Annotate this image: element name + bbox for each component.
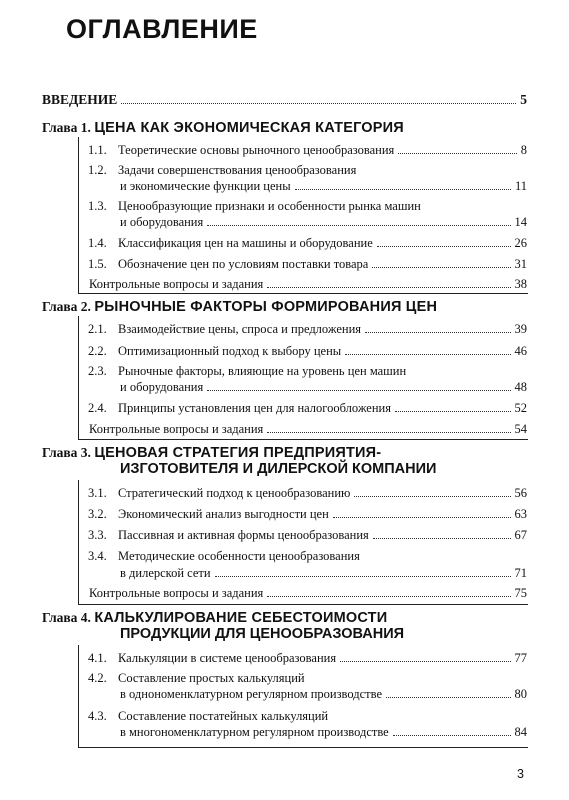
dot-leader xyxy=(365,332,510,333)
page-number: 3 xyxy=(517,767,524,781)
section-title: Ценообразующие признаки и особенности рынка машин xyxy=(118,199,421,213)
toc-entry-1-2-line1 xyxy=(88,163,356,178)
entry-page: 8 xyxy=(520,143,527,157)
toc-entry-4-1 xyxy=(88,651,527,666)
entry-page: 67 xyxy=(514,528,527,542)
chapter-title: КАЛЬКУЛИРОВАНИЕ СЕБЕСТОИМОСТИ xyxy=(94,610,388,626)
entry-page: 63 xyxy=(514,507,527,521)
toc-entry-1-4 xyxy=(88,236,527,251)
entry-page: 52 xyxy=(514,401,527,415)
section-title: Пассивная и активная формы ценообразования xyxy=(118,528,369,542)
chapter-heading-4 xyxy=(42,609,405,642)
section-title: Оптимизационный подход к выбору цены xyxy=(118,344,342,358)
entry-page: 46 xyxy=(514,344,527,358)
entry-page: 80 xyxy=(514,687,527,701)
dot-leader xyxy=(398,153,516,154)
section-title: Стратегический подход к ценообразованию xyxy=(118,486,351,500)
section-number: 3.4. xyxy=(88,549,107,563)
section-number: 4.3. xyxy=(88,709,107,723)
toc-entry-1-3-line2 xyxy=(120,215,527,230)
dot-leader xyxy=(267,287,510,288)
dot-leader xyxy=(295,189,511,190)
section-number: 2.2. xyxy=(88,344,107,358)
toc-entry-3-2 xyxy=(88,507,527,522)
section-title: Классификация цен на машины и оборудование xyxy=(118,236,373,250)
toc-entry-1-5 xyxy=(88,257,527,272)
entry-page: 71 xyxy=(514,566,527,580)
chapter-label: Глава 1. xyxy=(42,120,91,135)
page-title: ОГЛАВЛЕНИЕ xyxy=(66,14,258,44)
section-number: 4.1. xyxy=(88,651,107,665)
section-title-cont: в однономенклатурном регулярном производстве xyxy=(120,687,383,701)
toc-entry-3-4-line1 xyxy=(88,549,360,564)
toc-entry-2-4 xyxy=(88,401,527,416)
entry-title: ВВЕДЕНИЕ xyxy=(42,92,118,107)
section-title-cont: в многономенклатурном регулярном производстве xyxy=(120,725,389,739)
toc-entry-1-control xyxy=(89,277,527,292)
section-title-cont: и оборудования xyxy=(120,380,204,394)
dot-leader xyxy=(345,354,510,355)
entry-page: 31 xyxy=(514,257,527,271)
section-title: Теоретические основы рыночного ценообразования xyxy=(118,143,395,157)
toc-entry-4-3-line1 xyxy=(88,709,328,724)
entry-page: 39 xyxy=(514,322,527,336)
toc-entry-2-1 xyxy=(88,322,527,337)
section-title: Составление постатейных калькуляций xyxy=(118,709,329,723)
dot-leader xyxy=(333,517,511,518)
chapter-label: Глава 4. xyxy=(42,610,91,625)
section-title: Рыночные факторы, влияющие на уровень цен машин xyxy=(118,364,407,378)
control-questions: Контрольные вопросы и задания xyxy=(89,586,264,600)
dot-leader xyxy=(267,432,510,433)
chapter-heading-2 xyxy=(42,298,437,316)
section-title: Экономический анализ выгодности цен xyxy=(118,507,329,521)
dot-leader xyxy=(393,735,511,736)
chapter-heading-3 xyxy=(42,444,437,477)
chapter-title-cont: ИЗГОТОВИТЕЛЯ И ДИЛЕРСКОЙ КОМПАНИИ xyxy=(120,461,437,477)
section-number: 2.4. xyxy=(88,401,107,415)
dot-leader xyxy=(207,225,510,226)
dot-leader xyxy=(373,538,511,539)
section-title: Задачи совершенствования ценообразования xyxy=(118,163,357,177)
toc-entry-2-3-line1 xyxy=(88,364,406,379)
toc-entry-3-1 xyxy=(88,486,527,501)
toc-entry-intro xyxy=(42,92,527,107)
entry-page: 26 xyxy=(514,236,527,250)
chapter-title: ЦЕНА КАК ЭКОНОМИЧЕСКАЯ КАТЕГОРИЯ xyxy=(94,120,404,136)
chapter-label: Глава 2. xyxy=(42,299,91,314)
dot-leader xyxy=(207,390,510,391)
dot-leader xyxy=(354,496,510,497)
section-number: 4.2. xyxy=(88,671,107,685)
chapter-title-cont: ПРОДУКЦИИ ДЛЯ ЦЕНООБРАЗОВАНИЯ xyxy=(120,626,405,642)
dot-leader xyxy=(340,661,510,662)
entry-page: 5 xyxy=(520,92,527,107)
entry-page: 77 xyxy=(514,651,527,665)
chapter-title: РЫНОЧНЫЕ ФАКТОРЫ ФОРМИРОВАНИЯ ЦЕН xyxy=(94,299,438,315)
section-number: 1.2. xyxy=(88,163,107,177)
toc-entry-3-3 xyxy=(88,528,527,543)
section-title: Калькуляции в системе ценообразования xyxy=(118,651,337,665)
toc-entry-4-3-line2 xyxy=(120,725,527,740)
chapter-title: ЦЕНОВАЯ СТРАТЕГИЯ ПРЕДПРИЯТИЯ- xyxy=(94,445,382,461)
control-questions: Контрольные вопросы и задания xyxy=(89,422,264,436)
section-number: 1.5. xyxy=(88,257,107,271)
control-questions: Контрольные вопросы и задания xyxy=(89,277,264,291)
dot-leader xyxy=(377,246,511,247)
entry-page: 48 xyxy=(514,380,527,394)
section-number: 2.1. xyxy=(88,322,107,336)
toc-entry-4-2-line1 xyxy=(88,671,305,686)
section-title: Методические особенности ценообразования xyxy=(118,549,360,563)
dot-leader xyxy=(215,576,511,577)
chapter-label: Глава 3. xyxy=(42,445,91,460)
section-title-cont: и оборудования xyxy=(120,215,204,229)
entry-page: 54 xyxy=(514,422,527,436)
dot-leader xyxy=(395,411,511,412)
section-title: Принципы установления цен для налогообложения xyxy=(118,401,391,415)
toc-entry-3-control xyxy=(89,586,527,601)
entry-page: 14 xyxy=(514,215,527,229)
entry-page: 56 xyxy=(514,486,527,500)
section-title: Взаимодействие цены, спроса и предложения xyxy=(118,322,362,336)
section-number: 3.2. xyxy=(88,507,107,521)
entry-page: 11 xyxy=(514,179,527,193)
section-number: 1.3. xyxy=(88,199,107,213)
section-title-cont: в дилерской сети xyxy=(120,566,211,580)
dot-leader xyxy=(121,103,516,104)
dot-leader xyxy=(386,697,510,698)
toc-entry-2-3-line2 xyxy=(120,380,527,395)
toc-entry-1-3-line1 xyxy=(88,199,421,214)
toc-entry-4-2-line2 xyxy=(120,687,527,702)
toc-entry-3-4-line2 xyxy=(120,566,527,581)
section-title-cont: и экономические функции цены xyxy=(120,179,291,193)
toc-entry-2-2 xyxy=(88,344,527,359)
toc-entry-2-control xyxy=(89,422,527,437)
section-title: Составление простых калькуляций xyxy=(118,671,305,685)
section-title: Обозначение цен по условиям поставки товара xyxy=(118,257,369,271)
section-number: 3.3. xyxy=(88,528,107,542)
entry-page: 38 xyxy=(514,277,527,291)
chapter-heading-1 xyxy=(42,119,404,137)
section-number: 1.4. xyxy=(88,236,107,250)
dot-leader xyxy=(267,596,510,597)
dot-leader xyxy=(372,267,510,268)
section-number: 2.3. xyxy=(88,364,107,378)
section-number: 3.1. xyxy=(88,486,107,500)
entry-page: 84 xyxy=(514,725,527,739)
toc-entry-1-2-line2 xyxy=(120,179,527,194)
entry-page: 75 xyxy=(514,586,527,600)
section-number: 1.1. xyxy=(88,143,107,157)
toc-entry-1-1 xyxy=(88,143,527,158)
